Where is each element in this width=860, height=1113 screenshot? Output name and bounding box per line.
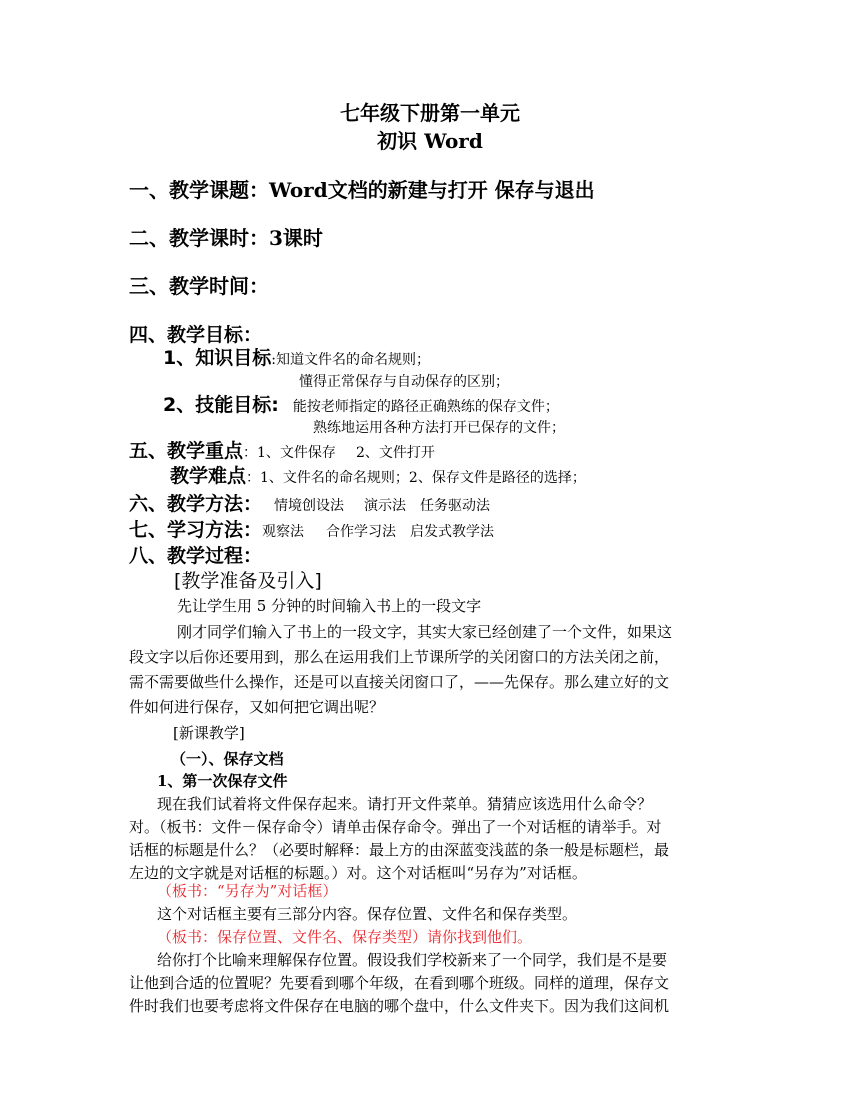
para-dialog-parts: 这个对话框主要有三部分内容。保存位置、文件名和保存类型。 <box>157 905 578 923</box>
para-intro-line-1: 刚才同学们输入了书上的一段文字，其实大家已经创建了一个文件，如果这 <box>177 623 673 641</box>
section-periods <box>129 226 323 250</box>
section-difficulties-colon: ： <box>246 470 261 486</box>
section-periods-label: 二、教学课时： <box>129 226 269 250</box>
section-process: 八、教学过程： <box>129 545 263 567</box>
objective-skill-2: 熟练地运用各种方法打开已保存的文件； <box>313 420 565 436</box>
para-intro-task: 先让学生用 5 分钟的时间输入书上的一段文字 <box>177 597 482 615</box>
section-keypoints-colon: ： <box>243 445 258 461</box>
section-keypoints-label: 五、教学重点 <box>129 440 244 462</box>
objective-skill-1: 能按老师指定的路径正确熟练的保存文件； <box>292 399 559 415</box>
objective-knowledge-label: 1、知识目标 <box>163 347 272 369</box>
para-save-line-2: 对。（板书：文件－保存命令）请单击保存命令。弹出了一个对话框的请举手。对 <box>129 818 662 836</box>
learning-method-3: 启发式教学法 <box>410 524 495 540</box>
section-time: 三、教学时间： <box>129 274 269 298</box>
section-teaching-methods <box>129 493 490 516</box>
objective-skill-label: 2、技能目标: <box>163 394 279 416</box>
difficulties-text: 1、文件名的命名规则；2、保存文件是路径的选择； <box>260 470 586 486</box>
doc-subtitle: 初识 Word <box>377 129 483 153</box>
section-learning-methods <box>129 519 494 542</box>
teaching-method-2: 演示法 <box>364 498 407 514</box>
para-intro-line-2: 段文字以后你还要用到，那么在运用我们上节课所学的关闭窗口的方法关闭之前， <box>129 648 670 666</box>
section-difficulties <box>170 465 586 488</box>
board-note-saveas: （板书：“另存为”对话框） <box>157 882 338 900</box>
section-objectives: 四、教学目标： <box>129 324 263 346</box>
keypoint-1: 1、文件保存 <box>257 445 336 461</box>
teaching-method-1: 情境创设法 <box>274 498 345 514</box>
subsection-first-save: 1、第一次保存文件 <box>157 772 288 790</box>
para-save-line-1: 现在我们试着将文件保存起来。请打开文件菜单。猜猜应该选用什么命令？ <box>157 795 653 813</box>
section-topic-value: Word文档的新建与打开 保存与退出 <box>269 178 595 202</box>
board-note-parts: （板书：保存位置、文件名、保存类型）请你找到他们。 <box>157 928 533 946</box>
para-intro-line-3: 需不需要做些什么操作，还是可以直接关闭窗口了，——先保存。那么建立好的文 <box>129 673 670 691</box>
section-difficulties-label: 教学难点 <box>170 465 247 487</box>
para-intro-line-4: 件如何进行保存，又如何把它调出呢？ <box>129 698 385 716</box>
keypoint-2: 2、文件打开 <box>355 445 435 461</box>
teaching-method-3: 任务驱动法 <box>420 498 491 514</box>
section-topic <box>129 178 595 202</box>
subsection-save-doc: （一）、保存文档 <box>171 750 284 768</box>
learning-method-1: 观察法 <box>262 524 305 540</box>
objective-knowledge <box>163 347 430 370</box>
section-topic-label: 一、教学课题： <box>129 178 269 202</box>
section-learning-methods-label: 七、学习方法： <box>129 519 263 541</box>
objective-skill <box>163 394 559 417</box>
para-analogy-line-1: 给你打个比喻来理解保存位置。假设我们学校新来了一个同学，我们是不是要 <box>157 951 668 969</box>
new-lesson-heading: [新课教学] <box>173 724 245 742</box>
section-teaching-methods-label: 六、教学方法： <box>129 493 263 515</box>
objective-knowledge-1: :知道文件名的命名规则； <box>271 352 430 368</box>
section-periods-value: 3课时 <box>269 226 323 250</box>
objective-knowledge-2: 懂得正常保存与自动保存的区别； <box>299 374 509 390</box>
doc-title: 七年级下册第一单元 <box>340 101 520 125</box>
para-save-line-3: 话框的标题是什么？（必要时解释：最上方的由深蓝变浅蓝的条一般是标题栏，最 <box>129 841 670 859</box>
para-analogy-line-3: 件时我们也要考虑将文件保存在电脑的哪个盘中，什么文件夹下。因为我们这间机 <box>129 997 670 1015</box>
learning-method-2: 合作学习法 <box>326 524 397 540</box>
para-save-line-4: 左边的文字就是对话框的标题。）对。这个对话框叫“另存为”对话框。 <box>129 864 587 882</box>
prep-heading: [教学准备及引入] <box>174 570 322 592</box>
para-analogy-line-2: 让他到合适的位置呢？先要看到哪个年级，在看到哪个班级。同样的道理，保存文 <box>129 974 670 992</box>
section-keypoints <box>129 440 435 463</box>
